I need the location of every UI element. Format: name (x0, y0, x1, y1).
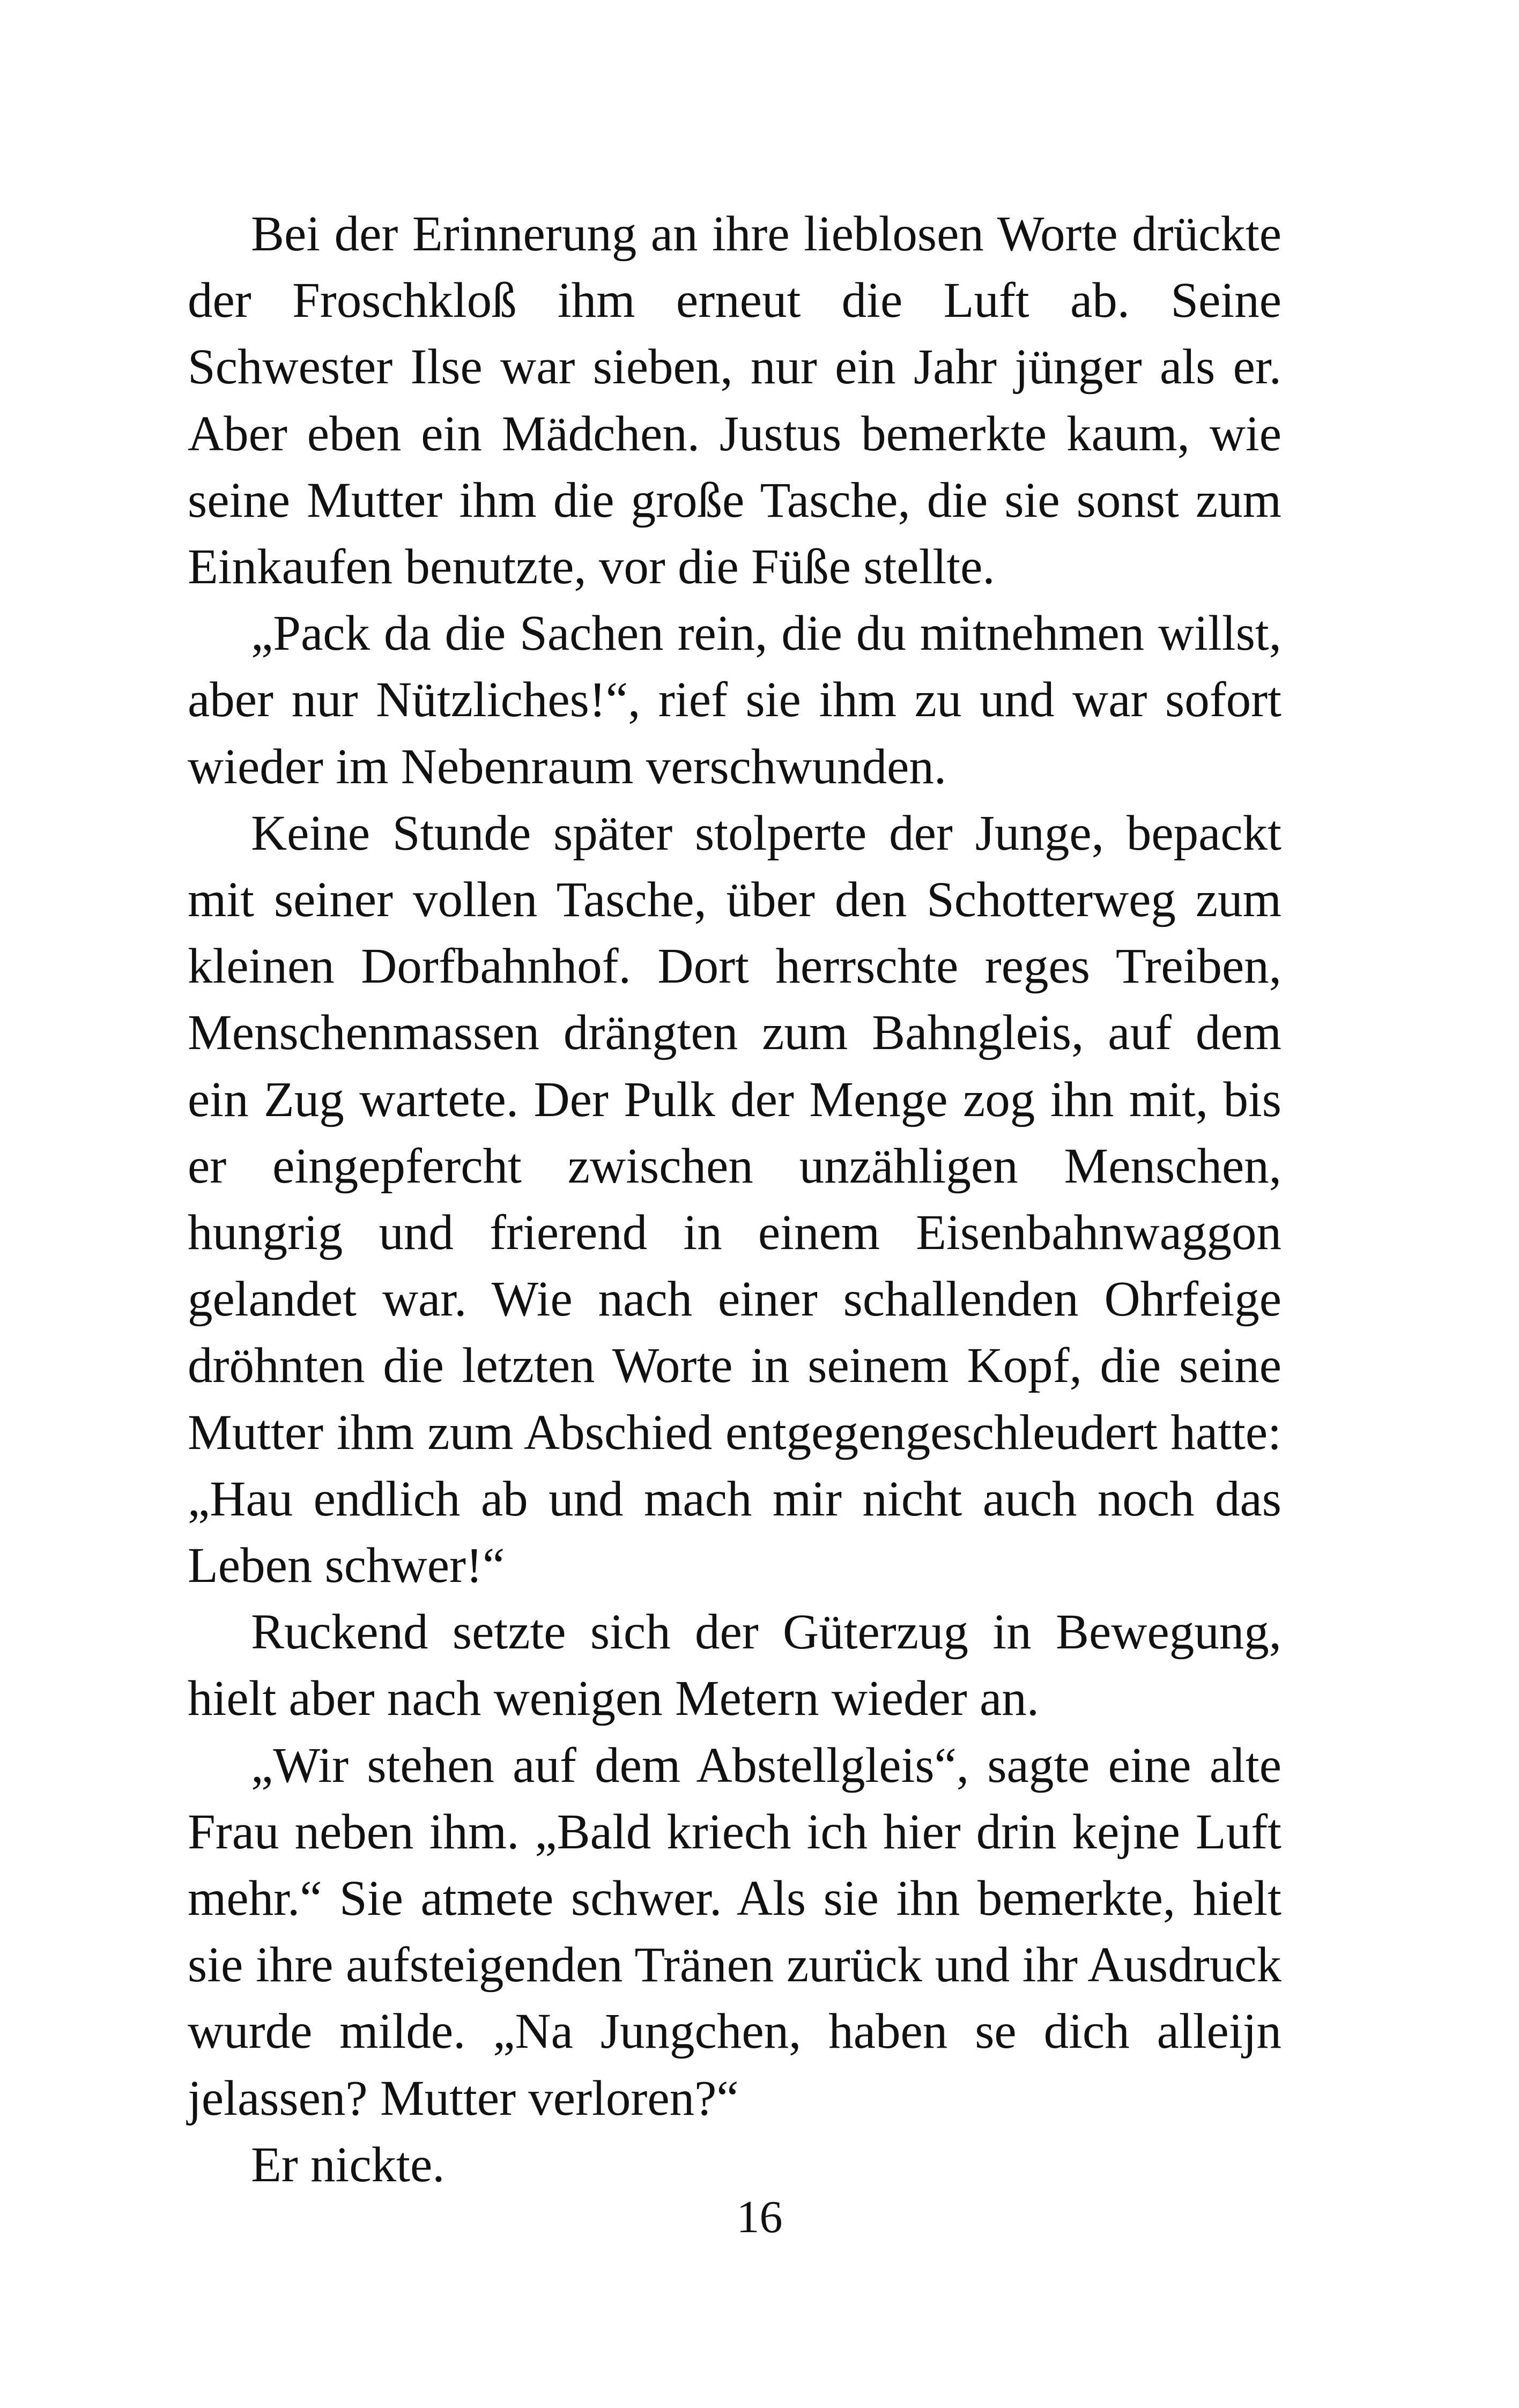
paragraph: „Wir stehen auf dem Abstellgleis“, sagte eine alte Frau neben ihm. „Bald kriech ich hier drin kejne Luft mehr.“ Sie atmete schwer. Als sie ihn bemerkte, hielt sie ihre aufsteigenden Tränen zurück und ihr Ausdruck wurde milde. „Na Jungchen, haben se dich alleijn jelassen? Mutter verloren?“ (188, 1737, 1281, 2126)
body-text (188, 201, 1281, 2198)
paragraph: „Pack da die Sachen rein, die du mitnehmen willst, aber nur Nützliches!“, rief sie ihm zu und war sofort wieder im Nebenraum verschwunden. (188, 606, 1281, 794)
paragraph: Er nickte. (251, 2137, 445, 2193)
paragraph: Keine Stunde später stolperte der Junge, bepackt mit seiner vollen Tasche, über den Schotterweg zum kleinen Dorfbahnhof. Dort herrschte reges Treiben, Menschenmassen drängten zum Bahngleis, auf dem ein Zug wartete. Der Pulk der Menge zog ihn mit, bis er eingepfercht zwischen unzähligen Menschen, hungrig und frierend in einem Eisenbahnwaggon gelandet war. Wie nach einer schallenden Ohrfeige dröhnten die letzten Worte in seinem Kopf, die seine Mutter ihm zum Abschied entgegengeschleudert hatte: „Hau endlich ab und mach mir nicht auch noch das Leben schwer!“ (188, 805, 1281, 1594)
paragraph: Ruckend setzte sich der Güterzug in Bewegung, hielt aber nach wenigen Metern wieder an. (188, 1604, 1281, 1727)
page-number: 16 (736, 2191, 783, 2242)
paragraph: Bei der Erinnerung an ihre lieblosen Worte drückte der Froschkloß ihm erneut die Luft ab. Seine Schwester Ilse war sieben, nur ein Jahr jünger als er. Aber eben ein Mädchen. Justus bemerkte kaum, wie seine Mutter ihm die große Tasche, die sie sonst zum Einkaufen benutzte, vor die Füße stellte. (188, 206, 1281, 595)
